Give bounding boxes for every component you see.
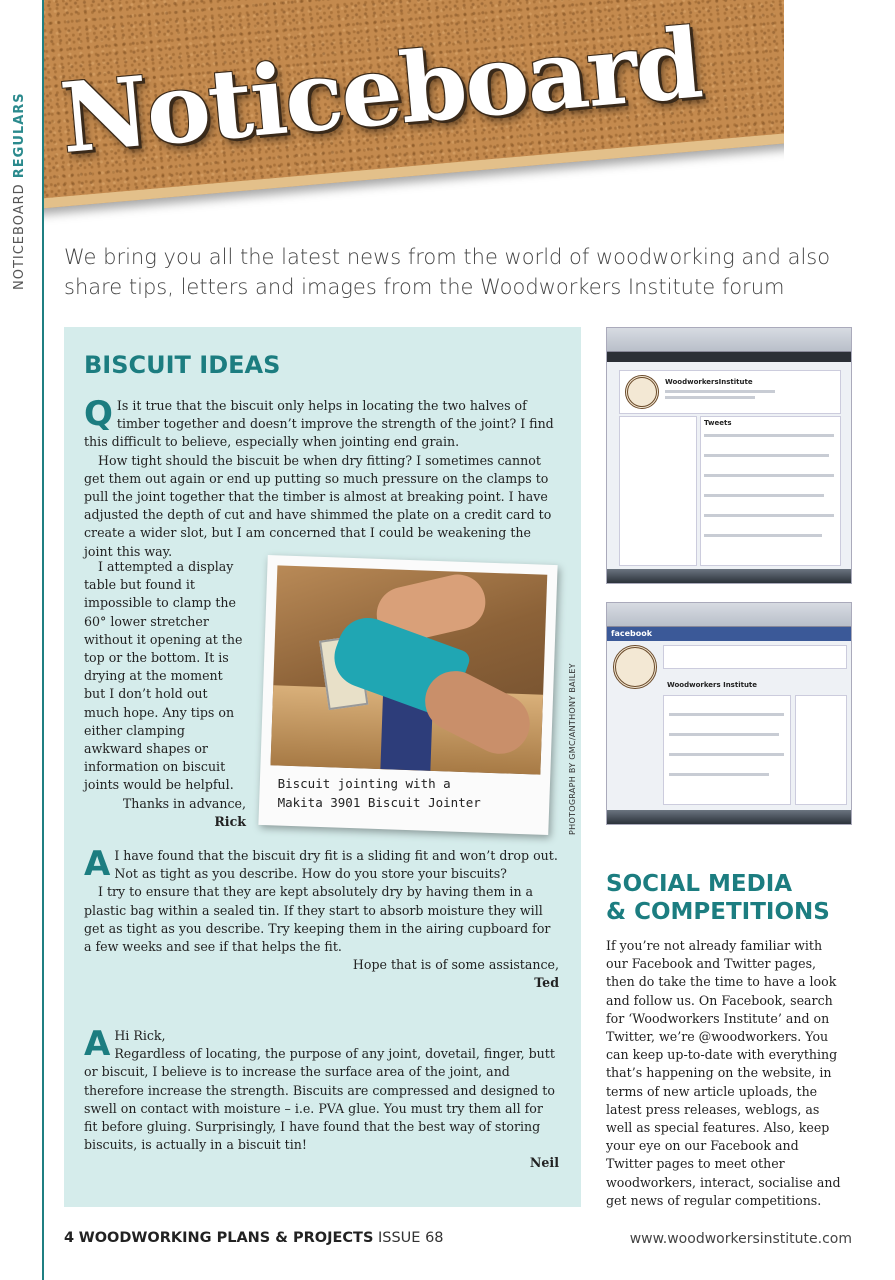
- tweets-heading: Tweets: [704, 419, 732, 427]
- social-media-heading: [606, 870, 856, 926]
- question-paragraph-2: How tight should the biscuit be when dry fitting? I sometimes cannot get them out again or end up putting so much pressure on the clamps to pull the joint together that the timber is almost at breaking point. I have adjusted the depth of cut and have shimmed the plate on a credit card to create a wider slot, but I am concerned that I could be weakening the joint this way.: [84, 452, 552, 559]
- mac-dock: [607, 810, 851, 824]
- issue-number: ISSUE 68: [378, 1230, 444, 1246]
- tweet-line: [704, 454, 829, 457]
- answer-neil-greeting: Hi Rick,: [114, 1028, 166, 1043]
- tweet-line: [704, 474, 834, 477]
- twitter-screenshot: [606, 327, 852, 584]
- twitter-topbar: [607, 352, 851, 362]
- photo-caption: [278, 774, 538, 812]
- tweet-line: [704, 494, 824, 497]
- question-signoff: Thanks in advance,: [122, 795, 246, 811]
- answer-neil-dropcap: A: [84, 1024, 111, 1064]
- footer-publication: [64, 1230, 444, 1246]
- section-name: NOTICEBOARD: [12, 183, 27, 290]
- answer-ted: [84, 844, 559, 993]
- twitter-account-name: WoodworkersInstitute: [665, 378, 753, 386]
- facebook-page-name: Woodworkers Institute: [667, 681, 758, 689]
- profile-line: [665, 390, 775, 393]
- answer-ted-dropcap: A: [84, 844, 111, 884]
- wall-line: [669, 753, 784, 756]
- question-dropcap: Q: [84, 394, 113, 434]
- answer-ted-signoff: Hope that is of some assistance,: [352, 957, 559, 973]
- facebook-sidebar: [795, 695, 847, 805]
- mac-dock: [607, 569, 851, 583]
- answer-neil-paragraph-1: Regardless of locating, the purpose of any joint, dovetail, finger, butt or biscuit, I believe is to increase the surface area of the joint, and therefore increase the strength. Biscuits are compressed and designed to swell on contact with moisture – i.e. PVA glue. You must try them all for fit before gluing. Surprisingly, I have found that the best way of storing biscuits, is actually in a biscuit tin!: [84, 1046, 555, 1153]
- answer-neil: [84, 1024, 559, 1173]
- question-author: Rick: [214, 813, 246, 829]
- wall-line: [669, 733, 779, 736]
- social-heading-line-2: & COMPETITIONS: [606, 899, 830, 925]
- woodworkers-logo: [625, 375, 659, 409]
- wall-line: [669, 773, 769, 776]
- twitter-timeline: [700, 416, 841, 566]
- page-number: 4: [64, 1230, 75, 1246]
- page-title: Noticeboard: [56, 6, 705, 175]
- facebook-brand: facebook: [611, 629, 653, 638]
- wall-line: [669, 713, 784, 716]
- twitter-sidebar: [619, 416, 697, 566]
- social-heading-line-1: SOCIAL MEDIA: [606, 871, 793, 897]
- biscuit-jointer-photo: [270, 565, 547, 774]
- facebook-wall: [663, 695, 791, 805]
- tweet-line: [704, 434, 834, 437]
- magazine-name: WOODWORKING PLANS & PROJECTS: [78, 1230, 374, 1246]
- facebook-cover: [663, 645, 847, 669]
- question-letter: [84, 394, 559, 561]
- question-paragraph-3: I attempted a display table but found it impossible to clamp the 60° lower stretcher without it opening at the top or the bottom. It is drying at the moment but I don’t hold out much hope. Any tips on either clamping awkward shapes or information on biscuit joints would be helpful.: [84, 559, 243, 793]
- biscuit-ideas-heading: BISCUIT IDEAS: [84, 351, 281, 379]
- section-label: [12, 50, 34, 290]
- photo-credit: PHOTOGRAPH BY GMC/ANTHONY BAILEY: [568, 663, 577, 835]
- answer-ted-paragraph-2: I try to ensure that they are kept absolutely dry by having them in a plastic bag within a sealed tin. If they start to absorb moisture they will get as tight as you describe. Try keeping them in the airing cupboard for a few weeks and see if that helps the fit.: [84, 884, 551, 955]
- browser-chrome: [607, 328, 851, 352]
- tweet-line: [704, 514, 834, 517]
- browser-chrome: [607, 603, 851, 627]
- photo-caption-line-2: Makita 3901 Biscuit Jointer: [277, 795, 481, 811]
- intro-text: We bring you all the latest news from the world of woodworking and also share tips, letters and images from the Woodworkers Institute forum: [64, 245, 831, 299]
- question-paragraph-1: Is it true that the biscuit only helps in locating the two halves of timber together and doesn’t improve the strength of the joint? I find this difficult to believe, especially when jointing end grain.: [84, 398, 554, 450]
- profile-line: [665, 396, 755, 399]
- question-letter-continued: [84, 558, 246, 831]
- tweet-line: [704, 534, 822, 537]
- photo-caption-line-1: Biscuit jointing with a: [277, 776, 451, 792]
- woodworkers-logo: [613, 645, 657, 689]
- answer-ted-paragraph-1: I have found that the biscuit dry fit is a sliding fit and won’t drop out. Not as tight as you describe. How do you store your biscuits?: [114, 848, 558, 882]
- social-media-text: If you’re not already familiar with our Facebook and Twitter pages, then do take the time to have a look and follow us. On Facebook, search for ‘Woodworkers Institute’ and on Twitter, we’re @woodworkers. You can keep up-to-date with everything that’s happening on the website, in terms of new article uploads, the latest press releases, weblogs, as well as special features. Also, keep your eye on our Facebook and Twitter pages to meet other woodworkers, interact, socialise and get news of regular competitions.: [606, 938, 841, 1208]
- answer-ted-author: Ted: [534, 975, 559, 991]
- answer-neil-author: Neil: [529, 1155, 559, 1171]
- facebook-screenshot: [606, 602, 852, 825]
- section-category: REGULARS: [12, 92, 27, 179]
- footer-website: www.woodworkersinstitute.com: [629, 1231, 852, 1247]
- polaroid-photo: [258, 555, 557, 835]
